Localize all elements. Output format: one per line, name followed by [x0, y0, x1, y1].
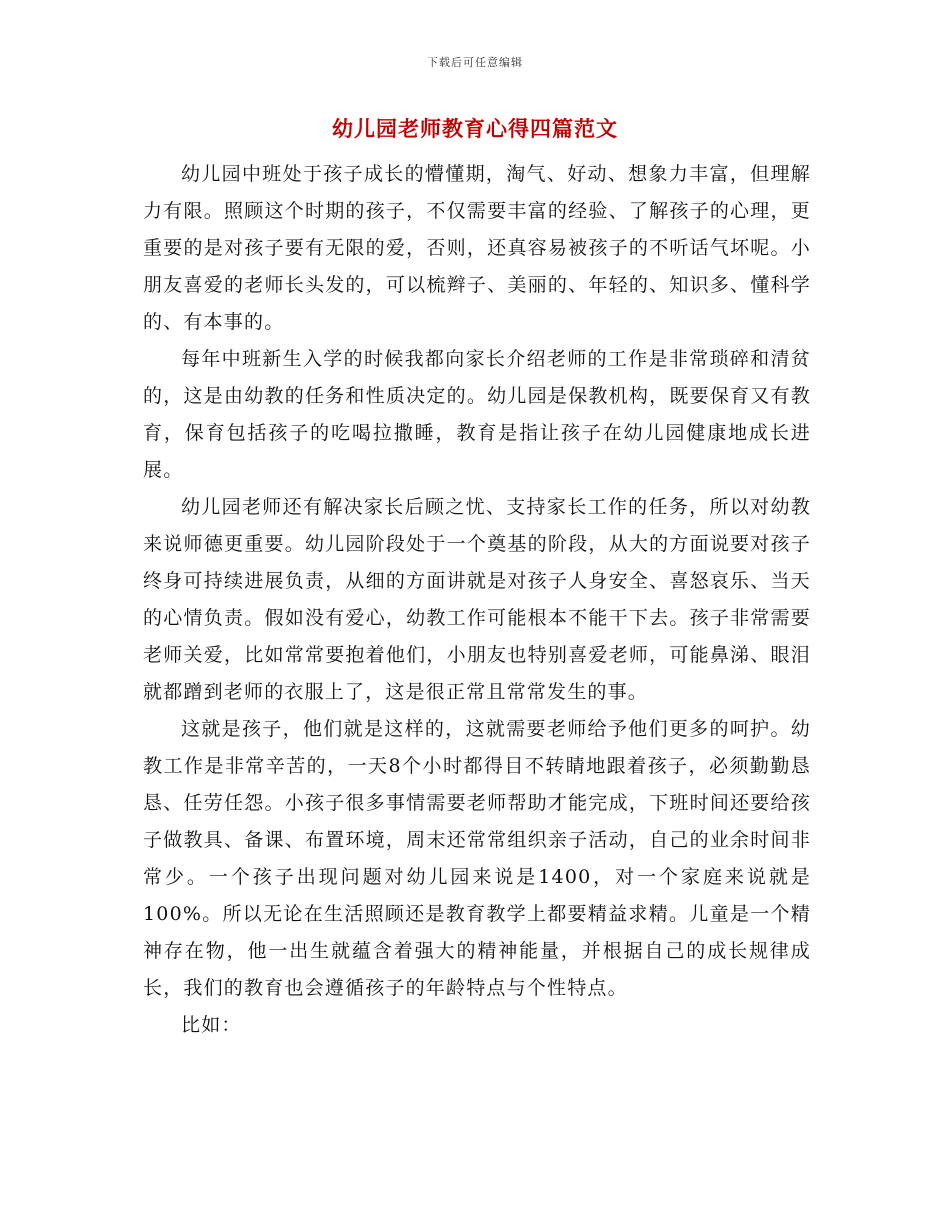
document-title: 幼儿园老师教育心得四篇范文 — [332, 116, 618, 141]
paragraph: 幼儿园老师还有解决家长后顾之忧、支持家长工作的任务，所以对幼教来说师德更重要。幼儿园阶段处于一个奠基的阶段，从大的方面说要对孩子终身可持续进展负责，从细的方面讲就是对孩子人身安全、喜怒哀乐、当天的心情负责。假如没有爱心，幼教工作可能根本不能干下去。孩子非常需要老师关爱，比如常常要抱着他们，小朋友也特别喜爱老师，可能鼻涕、眼泪就都蹭到老师的衣服上了，这是很正常且常常发生的事。 — [143, 496, 811, 703]
paragraph: 每年中班新生入学的时候我都向家长介绍老师的工作是非常琐碎和清贫的，这是由幼教的任务和性质决定的。幼儿园是保教机构，既要保育又有教育，保育包括孩子的吃喝拉撒睡，教育是指让孩子在幼儿园健康地成长进展。 — [143, 348, 811, 481]
document-body — [143, 156, 811, 1044]
paragraph: 比如： — [181, 1014, 242, 1036]
paragraph: 幼儿园中班处于孩子成长的懵懂期，淘气、好动、想象力丰富，但理解力有限。照顾这个时期的孩子，不仅需要丰富的经验、了解孩子的心理，更重要的是对孩子要有无限的爱，否则，还真容易被孩子的不听话气坏呢。小朋友喜爱的老师长头发的，可以梳辫子、美丽的、年轻的、知识多、懂科学的、有本事的。 — [143, 163, 811, 333]
header-note: 下载后可任意编辑 — [427, 56, 523, 69]
paragraph: 这就是孩子，他们就是这样的，这就需要老师给予他们更多的呵护。幼教工作是非常辛苦的，一天8个小时都得目不转睛地跟着孩子，必须勤勤恳恳、任劳任怨。小孩子很多事情需要老师帮助才能完成，下班时间还要给孩子做教具、备课、布置环境，周末还常常组织亲子活动，自己的业余时间非常少。一个孩子出现问题对幼儿园来说是1400，对一个家庭来说就是100%。所以无论在生活照顾还是教育教学上都要精益求精。儿童是一个精神存在物，他一出生就蕴含着强大的精神能量，并根据自己的成长规律成长，我们的教育也会遵循孩子的年龄特点与个性特点。 — [143, 718, 811, 999]
